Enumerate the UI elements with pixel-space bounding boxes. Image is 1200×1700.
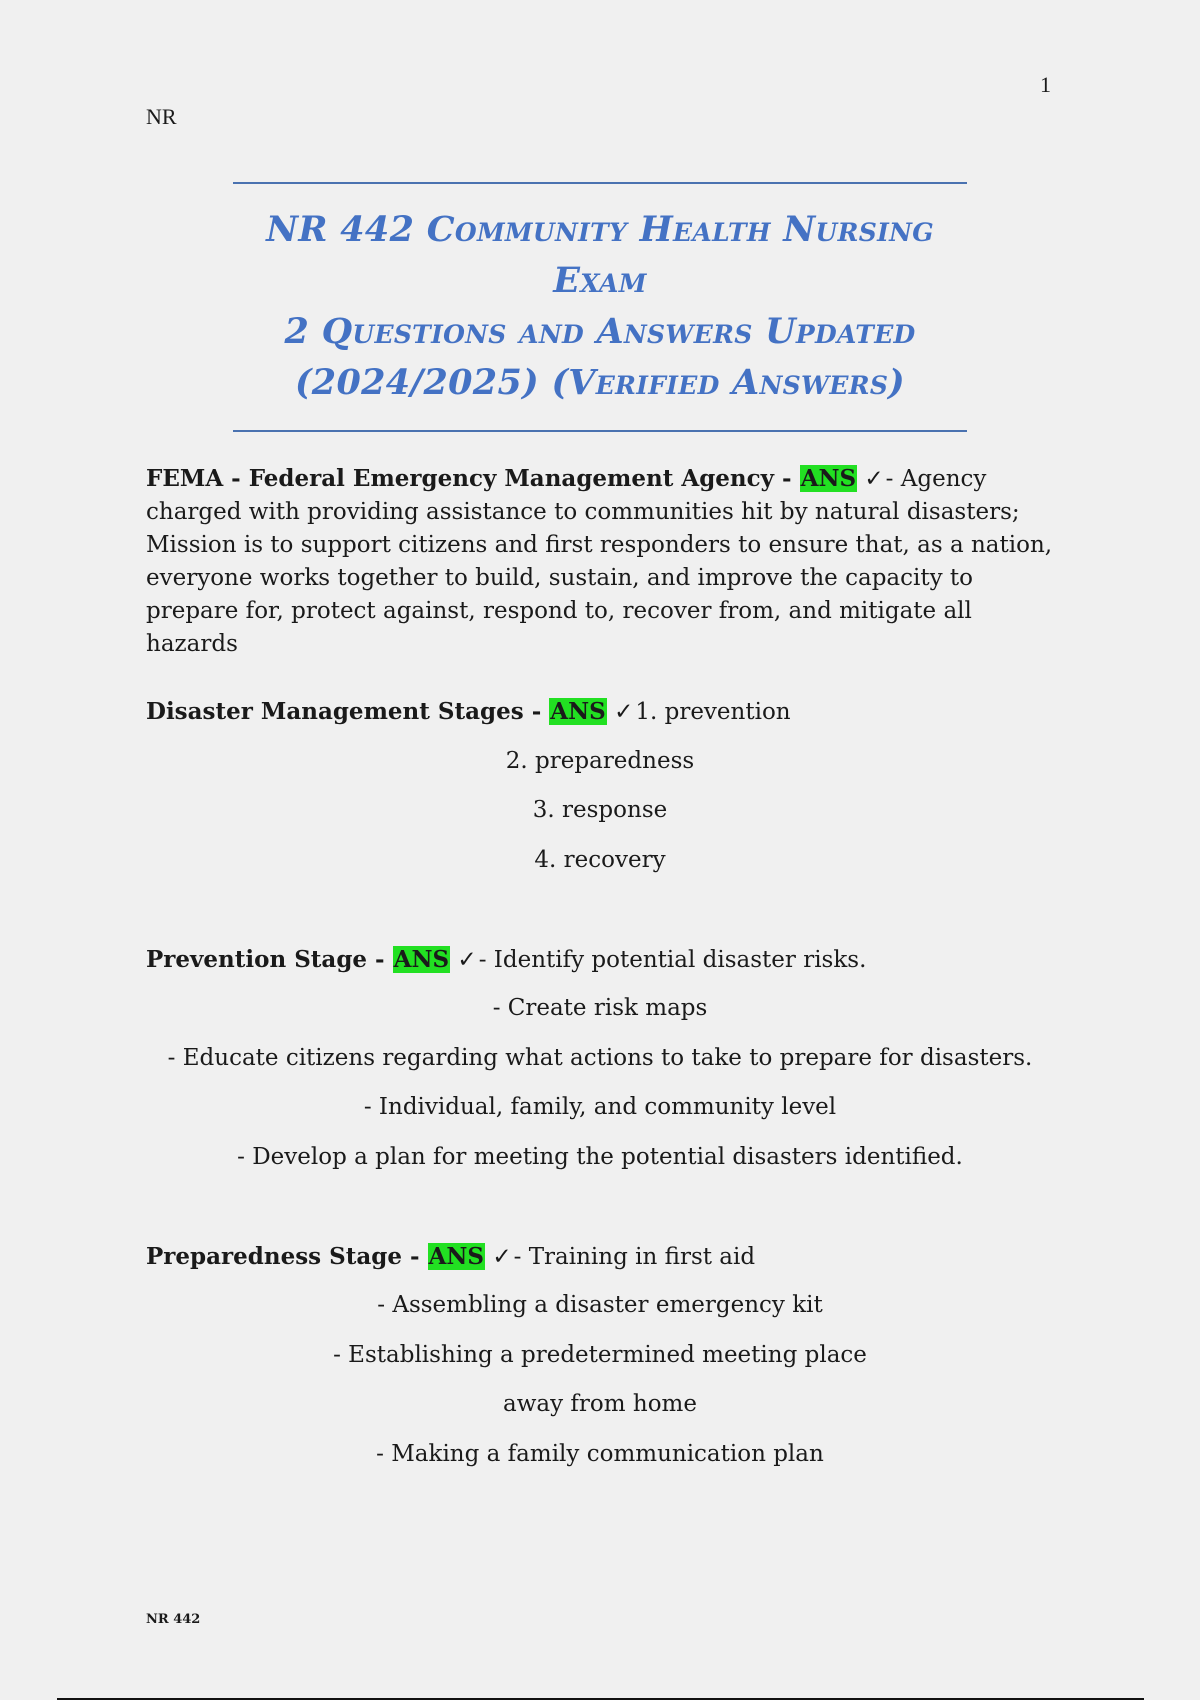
list-item: 2. preparedness bbox=[505, 748, 695, 774]
entry-term: Prevention Stage - bbox=[146, 946, 393, 973]
list-item: - Create risk maps bbox=[492, 995, 708, 1021]
entry-answer: - Training in first aid bbox=[513, 1244, 756, 1270]
running-header: NR bbox=[146, 104, 177, 129]
ans-highlight: ANS bbox=[428, 1243, 485, 1270]
running-footer: NR 442 bbox=[146, 1612, 201, 1627]
entry-preparedness bbox=[146, 1240, 1056, 1274]
list-item: 4. recovery bbox=[534, 847, 666, 873]
entry-answer: - Identify potential disaster risks. bbox=[478, 947, 867, 973]
check-mark-icon: ✓ bbox=[457, 947, 477, 973]
title-line-1: NR 442 Community Health Nursing Exam bbox=[266, 209, 934, 301]
page-number: 1 bbox=[1040, 72, 1051, 97]
entry-prevention bbox=[146, 943, 1056, 977]
list-item: - Individual, family, and community level bbox=[363, 1094, 837, 1120]
ans-highlight: ANS bbox=[800, 465, 857, 492]
list-item: - Making a family communication plan bbox=[376, 1441, 824, 1467]
entry-fema bbox=[146, 462, 1056, 661]
list-item: away from home bbox=[503, 1391, 697, 1417]
entry-answer: 1. prevention bbox=[635, 699, 791, 725]
list-item: - Develop a plan for meeting the potential disasters identified. bbox=[237, 1144, 963, 1170]
entry-answer: - Agency charged with providing assistance to communities hit by natural disasters; Mission is to support citizens and first responders to ensure that, as a nation, everyone works together to build, sustain, and improve the capacity to prepare for, protect against, respond to, recover from, and mitigate all hazards bbox=[146, 466, 1053, 657]
entry-stages bbox=[146, 695, 1056, 729]
check-mark-icon: ✓ bbox=[492, 1244, 512, 1270]
entry-term: Preparedness Stage - bbox=[146, 1243, 428, 1270]
ans-highlight: ANS bbox=[393, 946, 450, 973]
ans-highlight: ANS bbox=[550, 698, 606, 725]
list-item: - Assembling a disaster emergency kit bbox=[377, 1292, 823, 1318]
check-mark-icon: ✓ bbox=[614, 699, 634, 725]
list-item: - Establishing a predetermined meeting place bbox=[333, 1342, 867, 1368]
title-block bbox=[233, 182, 967, 432]
check-mark-icon: ✓ bbox=[864, 466, 884, 492]
title-line-2: 2 Questions and Answers Updated bbox=[284, 311, 916, 352]
entry-term: FEMA - Federal Emergency Management Agency - bbox=[146, 465, 800, 492]
list-item: - Educate citizens regarding what actions to take to prepare for disasters. bbox=[167, 1045, 1033, 1071]
title-line-3: (2024/2025) (Verified Answers) bbox=[294, 362, 906, 403]
entry-term: Disaster Management Stages - bbox=[146, 698, 550, 725]
list-item: 3. response bbox=[532, 797, 668, 823]
